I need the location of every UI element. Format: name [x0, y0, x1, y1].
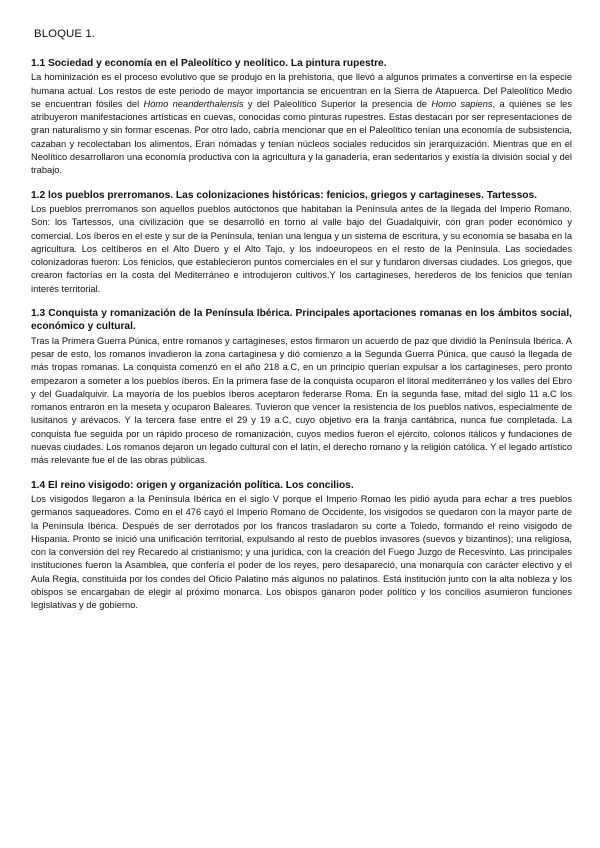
section-1-1	[31, 57, 572, 178]
section-1-4	[31, 479, 572, 613]
section-body: Los visigodos llegaron a la Península Ibérica en el siglo V porque el Imperio Romao les pidió ayuda para echar a tres pueblos germanos saqueadores. Como en el 476 cayó el Imperio Romano de Occidente, los visigodos se quedaron con la mayor parte de la Península Ibérica. Después de ser derrotados por los francos trasladaron su corte a Toledo, formando el reino visigodo de Hispania. Pronto se inició una unificación territorial, expulsando al resto de pueblos invasores (suevos y bizantinos); una religiosa, con la conversión del rey Recaredo al cristianismo; y una jurídica, con la creación del Fuego Juzgo de Recesvinto. Las principales instituciones fueron la Asamblea, que confería el poder de los reyes, pero desapareció, una monarquía con carácter electivo y el Aula Regia, constituida por los condes del Oficio Palatino más algunos no palatinos. Está institución junto con la alta nobleza y los obispos se encargaban de elegir al próximo monarca. Los obispos ganaron poder político y los concilios asumieron funciones legislativas y de gobierno.	[31, 493, 572, 611]
section-1-3	[31, 307, 572, 468]
species-name: Homo neanderthalensis	[143, 98, 244, 109]
section-title: 1.4 El reino visigodo: origen y organización política. Los concilios.	[31, 479, 354, 491]
section-title: 1.1 Sociedad y economía en el Paleolítico y neolítico. La pintura rupestre.	[31, 58, 387, 69]
section-title: 1.3 Conquista y romanización de la Península Ibérica. Principales aportaciones romanas en los ámbitos social, económico y cultural.	[31, 308, 572, 333]
body-text: y del Paleolítico Superior la presencia de	[243, 98, 432, 109]
section-1-2	[31, 189, 572, 296]
body-text: La hominización es el proceso evolutivo que se produjo en la prehistoria, que llevó a algunos primates a convertirse en la especie humana actual. Los restos de este periodo de mayor importancia se encuentran en la Sierra de Atapuerca. Del Paleolítico Medio se encuentran fósiles del	[31, 72, 572, 109]
body-text: , a quiénes se les atribuyeron manifestaciones artísticas en cuevas, conocidas como pinturas rupestres. Estas destacan por ser representaciones de gran naturalismo y sin formar escenas. Por otro lado, cabría mencionar que en el Paleolítico tenían una economía de subsistencia, cazaban y recolectaban los alimentos. Eran nómadas y tenían núcleos sociales reducidos sin jerarquización. Mientras que en el Neolítico desarrollaron una economía productiva con la agricultura y la ganadería, eran sedentarios y existía la división social y del trabajo.	[31, 98, 572, 176]
section-title: 1.2 los pueblos prerromanos. Las colonizaciones históricas: fenicios, griegos y cartagineses. Tartessos.	[31, 189, 537, 201]
section-body: Los pueblos prerromanos son aquellos pueblos autóctonos que habitaban la Península antes de la llegada del Imperio Romano. Son: los Tartessos, una civilización que se desarrolló en torno al valle bajo del Guadalquivir, con gran poder económico y comercial. Los íberos en el este y sur de la Península, tenían una lengua y un sistema de escritura, y su economía se basaba en la agricultura. Los celtíberos en el Alto Duero y el Alto Tajo, y los indoeuropeos en el resto de la Península. Las sociedades colonizadoras fueron: Los fenicios, que establecieron puntos comerciales en el sur y fundaron diversas ciudades. Los griegos, que crearon factorías en la costa del Mediterráneo e introdujeron cultivos.Y los cartagineses, herederos de los fenicios que tenían interés territorial.	[31, 203, 572, 294]
species-name: Homo sapiens	[431, 98, 493, 109]
document-header: BLOQUE 1.	[34, 28, 96, 40]
section-body: Tras la Primera Guerra Púnica, entre romanos y cartagineses, estos firmaron un acuerdo de paz que dividió la Península Ibérica. A pesar de esto, los romanos invadieron la zona cartaginesa y dió comienzo a la Segunda Guerra Púnica, que causó la llegada de más tropas romanas. La conquista comenzó en el año 218 a.C, en un principio querían expulsar a los cartagineses, pero pronto empezaron a someter a los pueblos íberos. En la primera fase de la conquista ocuparon el litoral mediterráneo y los valles del Ebro y del Guadalquivir. La mayoría de los pueblos íberos aceptaron federarse Roma. En la segunda fase, mitad del siglo 11 a.C los romanos entraron en la meseta y ocuparon Baleares. Tuvieron que vencer la resistencia de los pueblos nativos, especialmente de lusitanos y arévacos. Y la tercera fase entre el 29 y 19 a.C, cuyo objetivo era la franja cantábrica, nunca fue completada. La conquista fue seguida por un rápido proceso de romanización, cuyos medios fueron el ejército, colonos itálicos y fundaciones de nuevas ciudades. Los romanos dejaron un legado cultural con el latín, el derecho romano y la religión católica. Y el legado artístico más relevante fue el de las obras públicas.	[31, 335, 572, 466]
section-body	[31, 71, 572, 177]
